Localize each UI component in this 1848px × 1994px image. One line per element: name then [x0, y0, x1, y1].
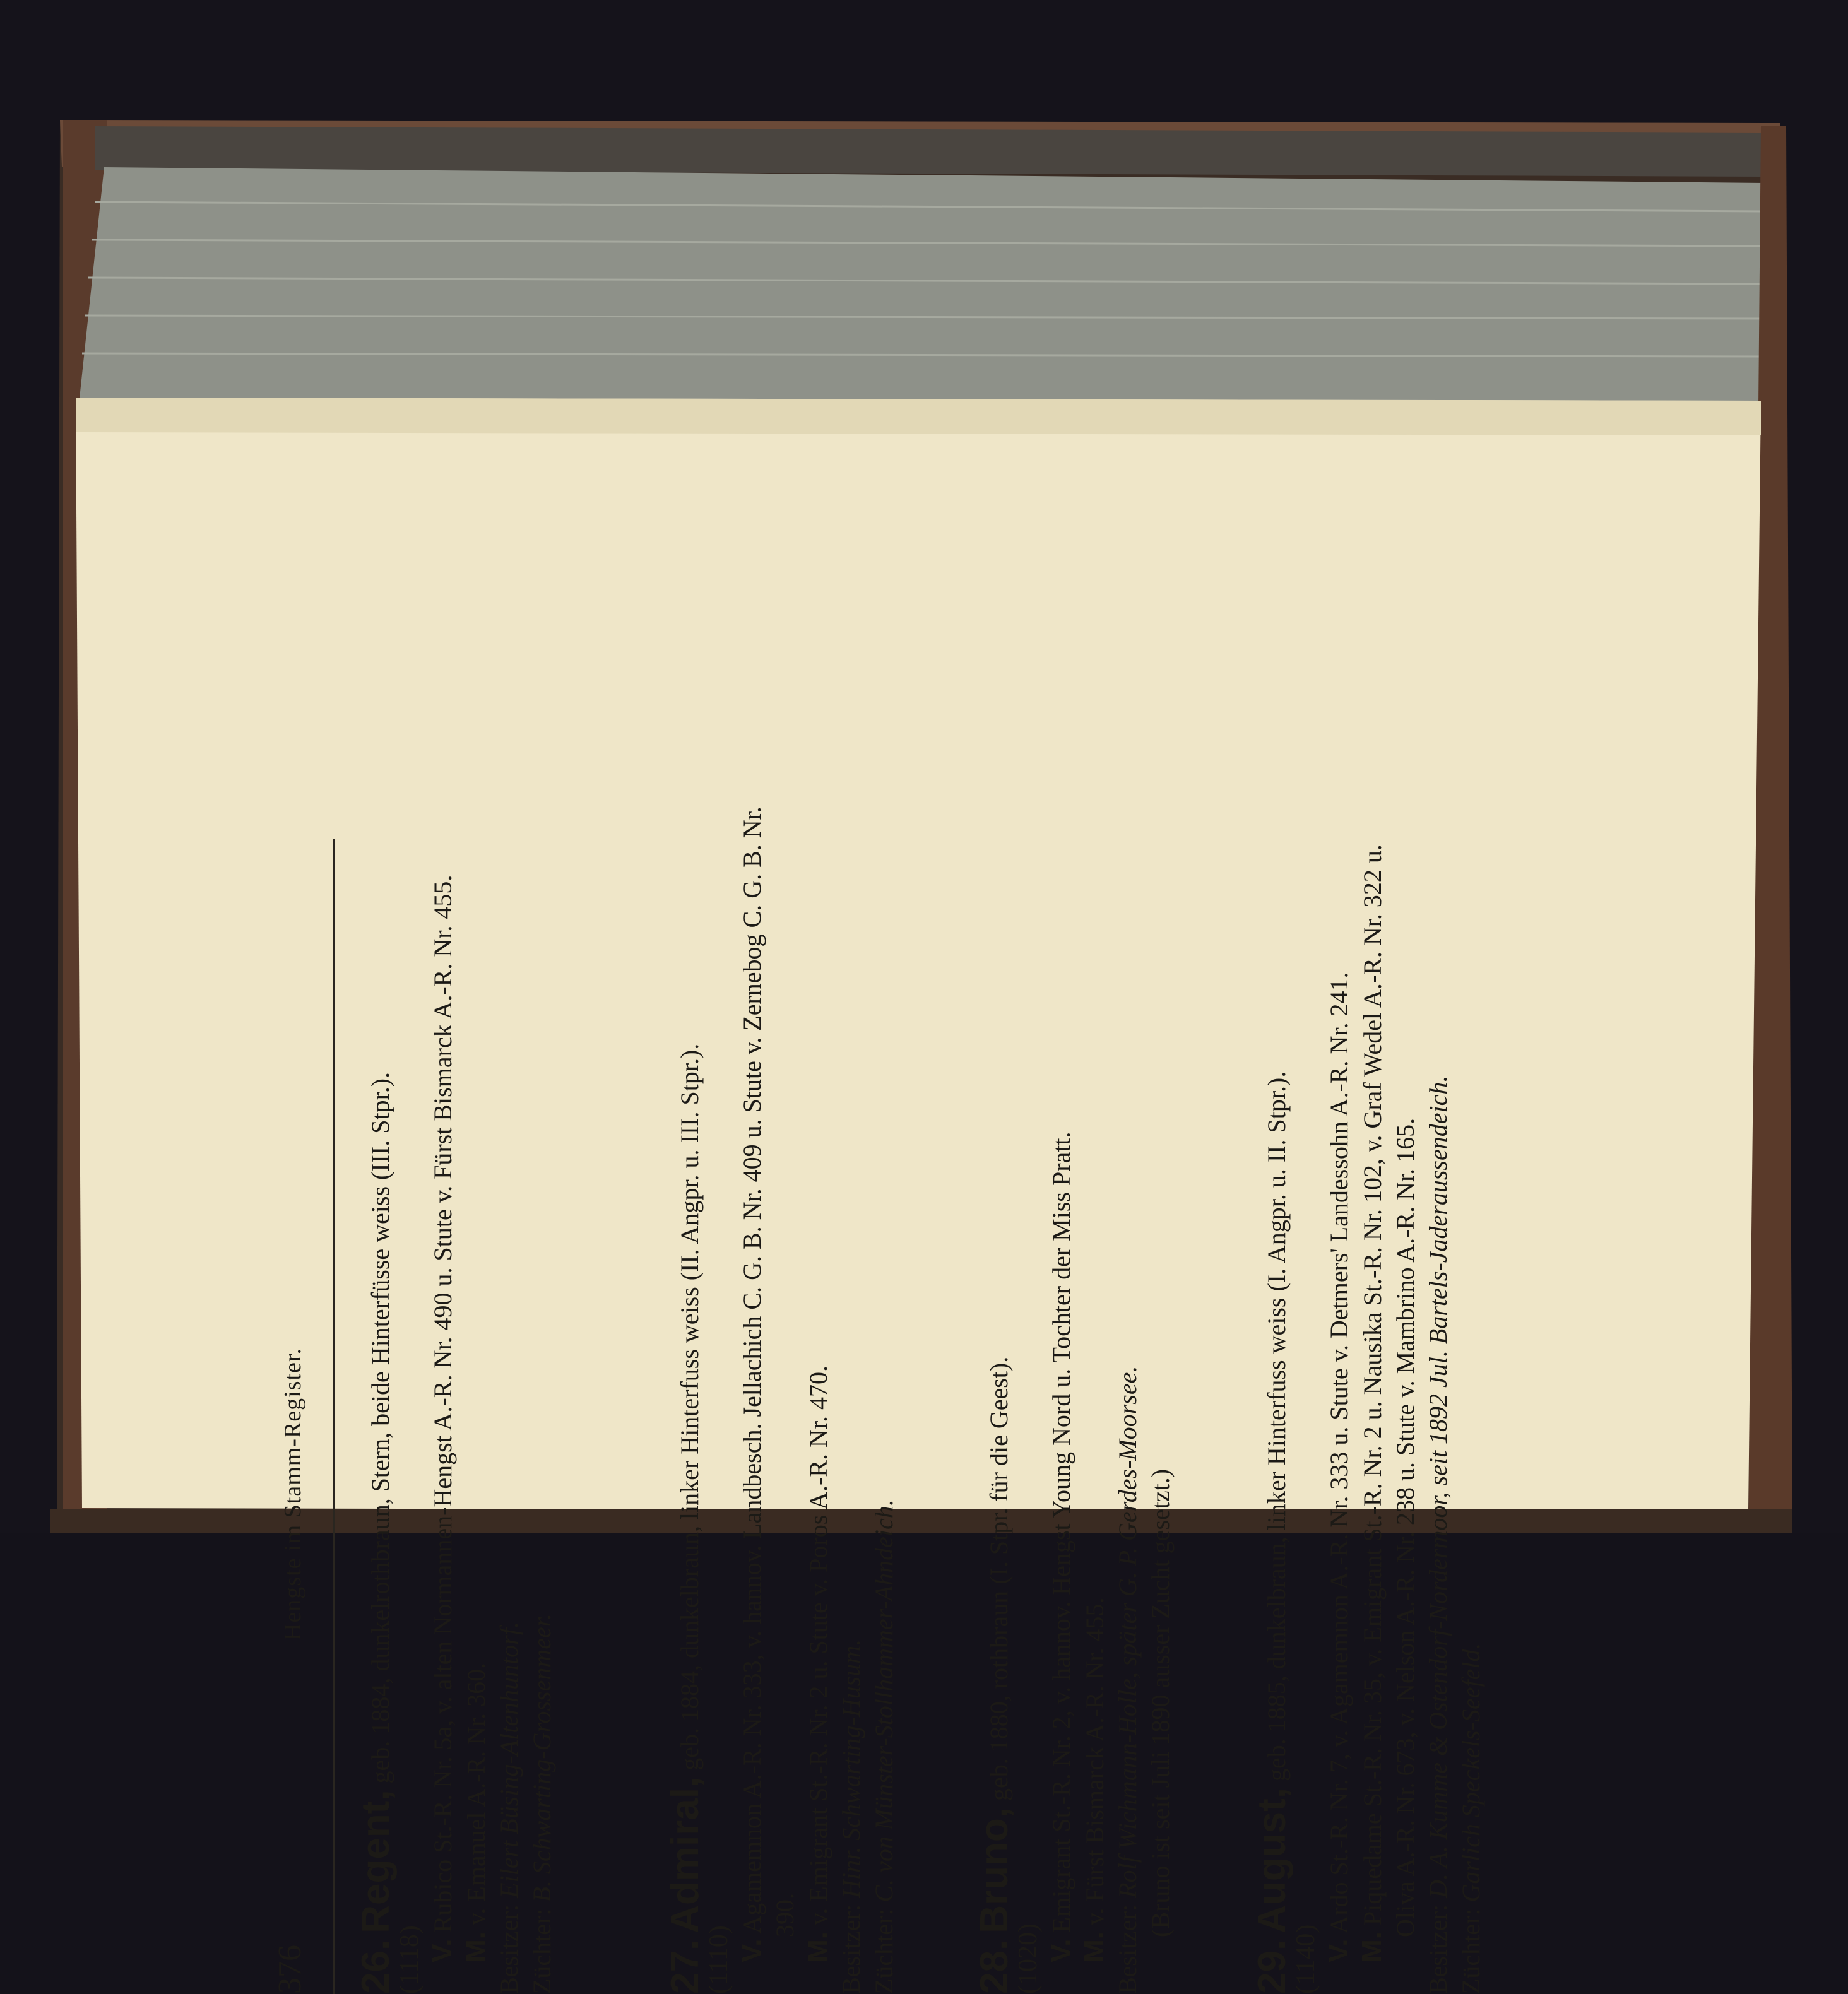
breeder-label: Züchter:	[1457, 1909, 1485, 1994]
owner-line	[1111, 795, 1144, 1994]
dam-line	[1356, 795, 1422, 1994]
sire-text: Emigrant St.-R. Nr. 2, v. hannov. Hengst Young Nord u. Tochter der Miss Pratt.	[1047, 1131, 1075, 1932]
dam-label: M.	[1356, 1932, 1387, 1962]
page-title: Hengste im Stamm-Register.	[279, 1348, 307, 1641]
owner-line	[493, 795, 526, 1994]
entry-description: geb. 1884, dunkelrothbraun, Stern, beide Hinterfüsse weiss (III. Stpr.).	[366, 1072, 394, 1784]
entry-code: (1110)	[702, 795, 735, 1994]
owner-name: Eilert Büsing-Altenhuntorf.	[495, 1622, 523, 1898]
entry-description: geb. 1880, rothbraun (I. Stpr. für die Geest).	[985, 1357, 1013, 1801]
owner-label: Besitzer:	[1424, 1904, 1452, 1994]
page-number: 376	[271, 1945, 309, 1994]
dam-line	[459, 795, 493, 1994]
dam-label: M.	[460, 1932, 491, 1962]
breeder-line	[1455, 795, 1488, 1994]
entry-name: August,	[1250, 1788, 1294, 1933]
page-content	[265, 795, 1830, 1994]
dam-text: Piquedame St.-R. Nr. 35, v. Emigrant St.-R. Nr. 2 u. Nausika St.-R. Nr. 102, v. Graf Wedel A.-R. Nr. 322 u. Oliva A.-R. Nr. 673, v. Nelson A.-R. Nr. 238 u. Stute v. Mambrino A.-R. Nr. 165.	[1358, 844, 1419, 1937]
owner-line	[835, 795, 868, 1994]
breeder-label: Züchter:	[870, 1909, 898, 1994]
owner-label: Besitzer:	[837, 1904, 865, 1994]
breeder-label: Züchter:	[528, 1909, 556, 1994]
owner-line	[1422, 795, 1455, 1994]
sire-label: V.	[1323, 1938, 1354, 1962]
entry-code: (1020)	[1012, 795, 1045, 1994]
dam-line	[1078, 795, 1111, 1994]
entry-code: (1140)	[1289, 795, 1322, 1994]
breeder-name: B. Schwarting-Grossenmeer.	[528, 1613, 556, 1902]
owner-label: Besitzer:	[1113, 1904, 1142, 1994]
sire-line	[1322, 795, 1356, 1994]
breeder-line	[526, 795, 559, 1994]
entry-name: Regent,	[354, 1790, 398, 1933]
sire-text: Ardo St.-R. Nr. 7, v. Agamemnon A.-R. Nr. 333 u. Stute v. Detmers' Landessohn A.-R. Nr. 241.	[1325, 972, 1353, 1933]
entry-number: 27.	[663, 1940, 707, 1994]
sire-line	[426, 795, 459, 1994]
entry-name: Admiral,	[663, 1777, 707, 1933]
dam-text: v. Emanuel A.-R. Nr. 360.	[462, 1663, 490, 1925]
register-entry	[669, 795, 901, 1994]
owner-name: Hinr. Schwarting-Husum.	[837, 1639, 865, 1898]
dam-label: M.	[1079, 1932, 1110, 1962]
owner-name: Rolf Wichmann-Holle, später G. P. Gerdes-Moorsee.	[1113, 1366, 1142, 1898]
entry-number: 29.	[1250, 1940, 1294, 1994]
entry-number: 26.	[354, 1940, 398, 1994]
owner-label: Besitzer:	[495, 1904, 523, 1994]
sire-label: V.	[736, 1938, 767, 1962]
dam-text: v. Fürst Bismarck A.-R. Nr. 455.	[1081, 1597, 1109, 1925]
dam-line	[802, 795, 835, 1994]
owner-name: D. A. Kumme & Ostendorf-Nordermoor, seit 1892 Jul. Bartels-Jaderaussendeich.	[1424, 1076, 1452, 1898]
entry-description: geb. 1885, dunkelbraun, linker Hinterfuss weiss (I. Angpr. u. II. Stpr.).	[1262, 1071, 1291, 1781]
breeder-name: Garlich Speckels-Seefeld.	[1457, 1643, 1485, 1903]
register-entry	[1256, 795, 1488, 1994]
sire-text: Agamemnon A.-R. Nr. 333, v. hannov. Landbesch. Jellachich C. G. B. Nr. 409 u. Stute v. Zernebog C. G. B. Nr. 390.	[738, 806, 799, 1937]
sire-label: V.	[427, 1938, 458, 1962]
entry-code: (1118)	[393, 795, 426, 1994]
entry-description: geb. 1884, dunkelbraun, linker Hinterfuss weiss (II. Angpr. u. III. Stpr.).	[675, 1044, 704, 1771]
page-header	[265, 839, 335, 1994]
entry-number: 28.	[973, 1940, 1016, 1994]
breeder-name: C. von Münster-Stollhammer-Ahndeich.	[870, 1499, 898, 1902]
sire-label: V.	[1045, 1938, 1076, 1962]
entry-note: (Bruno ist seit Juli 1890 ausser Zucht gesetzt.)	[1144, 795, 1177, 1994]
register-entry	[360, 795, 559, 1994]
register-entry	[978, 795, 1177, 1994]
breeder-line	[868, 795, 901, 1994]
dam-label: M.	[802, 1932, 833, 1962]
dam-text: v. Emigrant St.-R. Nr. 2 u. Stute v. Poros A.-R. Nr. 470.	[804, 1366, 832, 1925]
sire-text: Rubico St.-R. Nr. 5a, v. alten Normannen-Hengst A.-R. Nr. 490 u. Stute v. Fürst Bismarck A.-R. Nr. 455.	[429, 875, 457, 1933]
sire-line	[735, 795, 802, 1994]
entry-name: Bruno,	[973, 1807, 1016, 1933]
sire-line	[1045, 795, 1078, 1994]
